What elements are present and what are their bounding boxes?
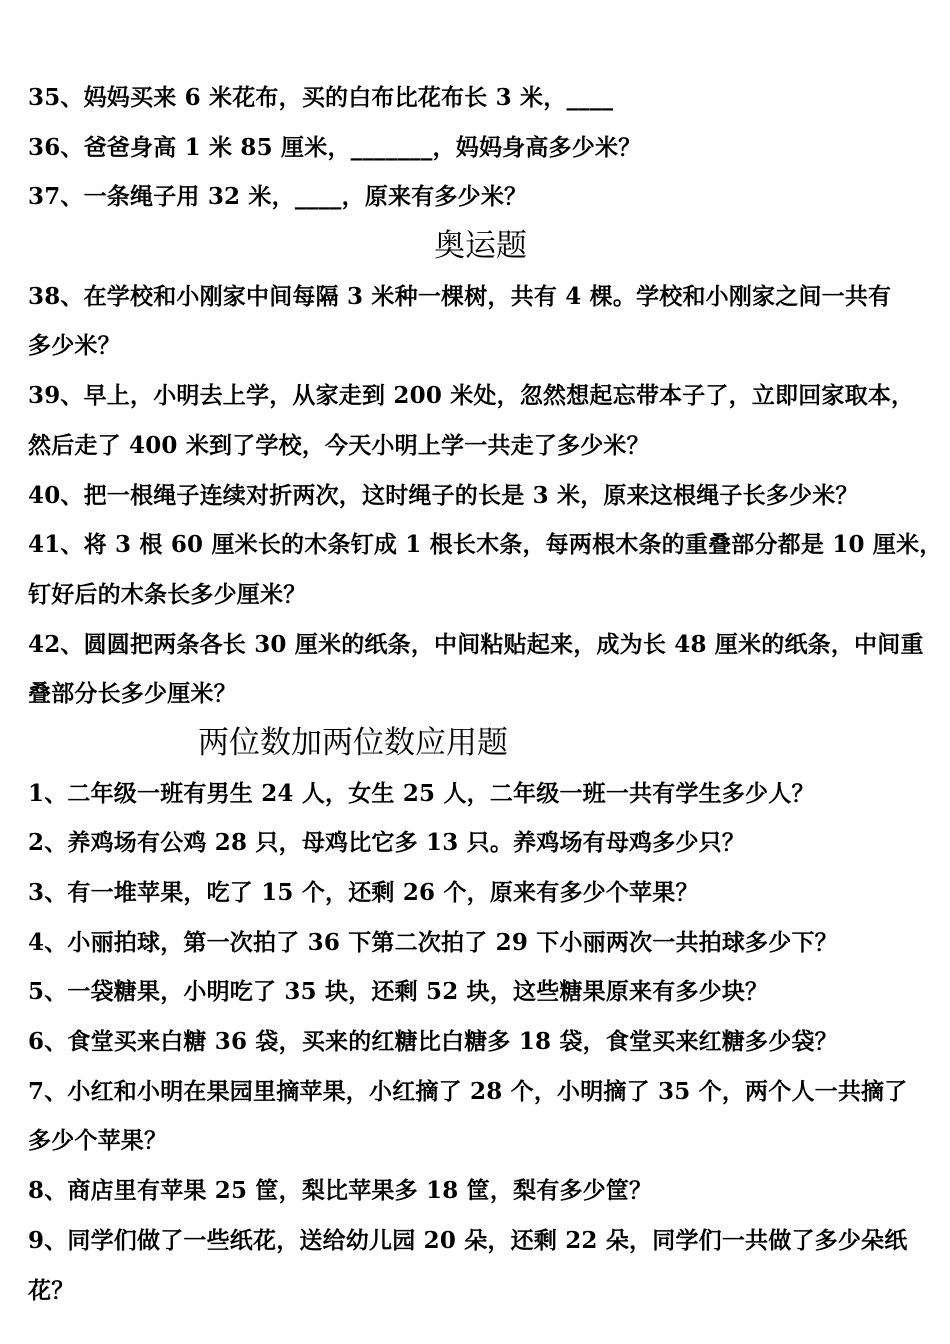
question-42: 42、圆圆把两条各长 30 厘米的纸条，中间粘贴起来，成为长 48 厘米的纸条，中间重 [28,630,924,658]
section-title-two-digit-addition: 两位数加两位数应用题 [198,724,508,761]
problem-9-continued: 花？ [28,1276,75,1304]
question-40: 40、把一根绳子连续对折两次，这时绳子的长是 3 米，原来这根绳子长多少米？ [28,481,859,509]
problem-6: 6、食堂买来白糖 36 袋，买来的红糖比白糖多 18 袋，食堂买来红糖多少袋？ [28,1028,838,1056]
question-41-continued: 钉好后的木条长多少厘米？ [28,580,307,608]
problem-4: 4、小丽拍球，第一次拍了 36 下第二次拍了 29 下小丽两次一共拍球多少下？ [28,928,838,956]
problem-3: 3、有一堆苹果，吃了 15 个，还剩 26 个，原来有多少个苹果？ [28,879,699,906]
problem-2: 2、养鸡场有公鸡 28 只，母鸡比它多 13 只。养鸡场有母鸡多少只？ [28,829,746,857]
question-35: 35、妈妈买来 6 米花布，买的白布比花布长 3 米，____ [28,84,614,111]
problem-8: 8、商店里有苹果 25 筐，梨比苹果多 18 筐，梨有多少筐？ [28,1177,653,1205]
question-38: 38、在学校和小刚家中间每隔 3 米种一棵树，共有 4 棵。学校和小刚家之间一共有 [28,282,892,310]
question-39: 39、早上，小明去上学，从家走到 200 米处，忽然想起忘带本子了，立即回家取本， [28,382,915,410]
question-39-continued: 然后走了 400 米到了学校，今天小明上学一共走了多少米？ [28,431,650,459]
document-page [28,73,943,1315]
question-37: 37、一条绳子用 32 米，____，原来有多少米？ [28,183,528,211]
problem-7-continued: 多少个苹果？ [28,1127,168,1155]
problem-9: 9、同学们做了一些纸花，送给幼儿园 20 朵，还剩 22 朵，同学们一共做了多少朵纸 [28,1226,908,1254]
question-36: 36、爸爸身高 1 米 85 厘米，_______，妈妈身高多少米？ [28,133,642,161]
problem-5: 5、一袋糖果，小明吃了 35 块，还剩 52 块，这些糖果原来有多少块？ [28,978,769,1006]
problem-7: 7、小红和小明在果园里摘苹果，小红摘了 28 个，小明摘了 35 个，两个人一共摘了 [28,1077,908,1105]
section-title-olympiad: 奥运题 [434,228,527,265]
question-42-continued: 叠部分长多少厘米？ [28,680,237,708]
question-41: 41、将 3 根 60 厘米长的木条钉成 1 根长木条，每两根木条的重叠部分都是 10 厘米， [28,531,943,559]
problem-1: 1、二年级一班有男生 24 人，女生 25 人，二年级一班一共有学生多少人？ [28,779,815,807]
question-38-continued: 多少米？ [28,332,121,360]
